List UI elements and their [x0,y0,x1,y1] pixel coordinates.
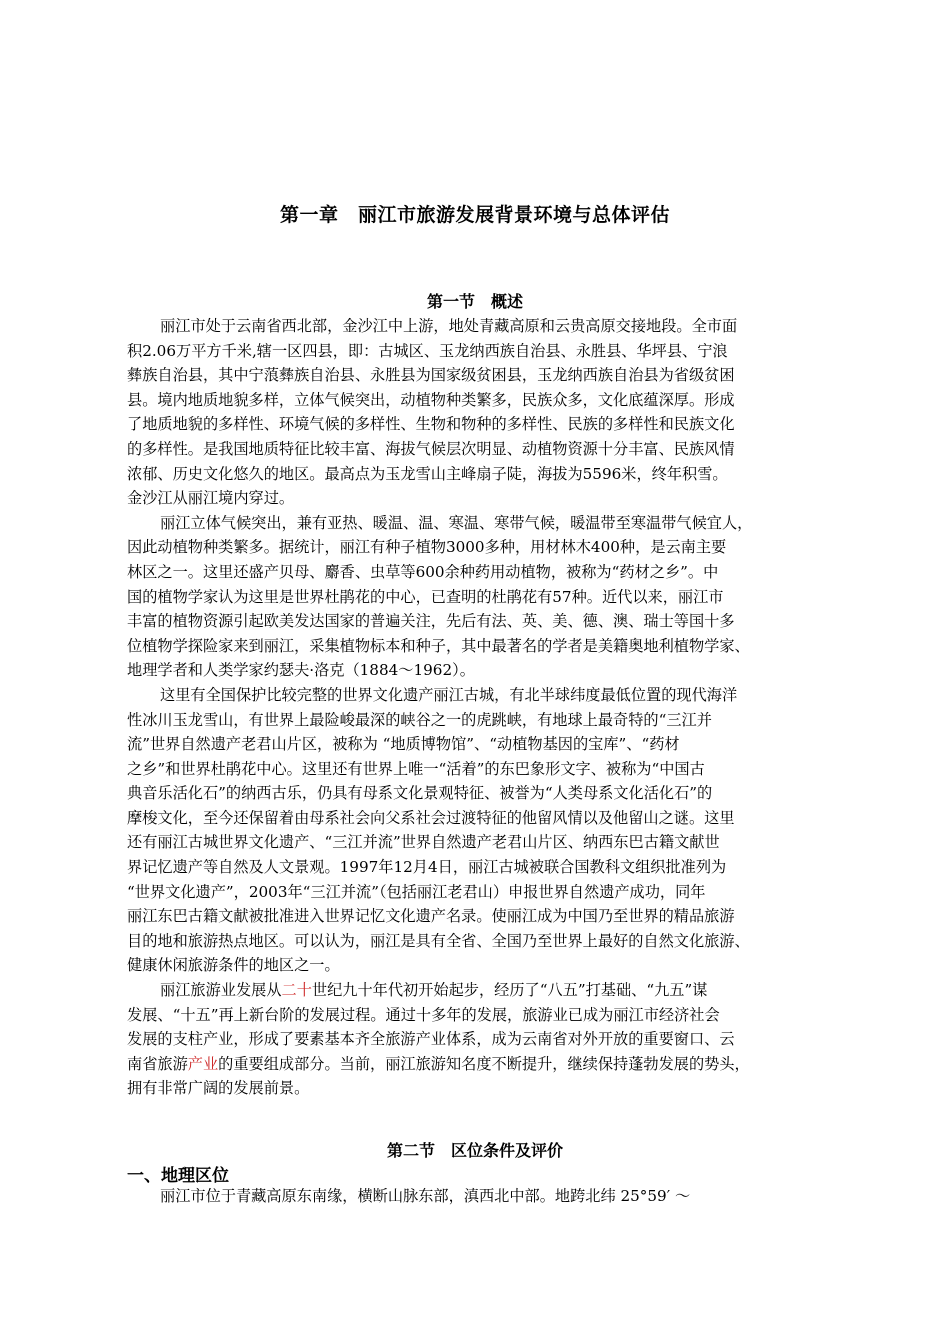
text-line: 国的植物学家认为这里是世界杜鹃花的中心，已查明的杜鹃花有57种。近代以来，丽江市 [127,587,724,606]
text-line: 丽江东巴古籍文献被批准进入世界记忆文化遗产名录。使丽江成为中国乃至世界的精品旅游 [127,907,735,926]
text-line: 积2.06万平方千米,辖一区四县，即：古城区、玉龙纳西族自治县、永胜县、华坪县、宁浪 [127,341,728,360]
text-line: 的多样性。是我国地质特征比较丰富、海拔气候层次明显、动植物资源十分丰富、民族风情 [127,439,735,458]
text-line: 这里有全国保护比较完整的世界文化遗产丽江古城，有北半球纬度最低位置的现代海洋 [160,685,738,704]
text-line: 丽江立体气候突出，兼有亚热、暖温、温、寒温、寒带气候，暖温带至寒温带气候宜人， [160,513,753,532]
text-line: 拥有非常广阔的发展前景。 [127,1079,310,1098]
text-line: 林区之一。这里还盛产贝母、麝香、虫草等600余种药用动植物，被称为“药材之乡”。中 [127,562,719,581]
text-line: 健康休闲旅游条件的地区之一。 [127,956,340,975]
text-line: 摩梭文化，至今还保留着由母系社会向父系社会过渡特征的他留风情以及他留山之谜。这里 [127,808,735,827]
text-line: 丽江市位于青藏高原东南缘，横断山脉东部，滇西北中部。地跨北纬 25°59′ ～ [160,1187,691,1205]
text-run: 的重要组成部分。当前，丽江旅游知名度不断提升，继续保持蓬勃发展的势头， [218,1054,750,1073]
text-line: 因此动植物种类繁多。据统计，丽江有种子植物3000多种，用材林木400种，是云南主要 [127,538,727,557]
text-line: 丽江市处于云南省西北部，金沙江中上游，地处青藏高原和云贵高原交接地段。全市面 [160,317,738,335]
text-line: 发展、“十五”再上新台阶的发展过程。通过十多年的发展，旅游业已成为丽江市经济社会 [127,1005,720,1024]
text-run: 丽江旅游业发展从 [160,981,282,1000]
text-line: 目的地和旅游热点地区。可以认为，丽江是具有全省、全国乃至世界上最好的自然文化旅游、 [127,931,750,950]
section1-body [127,314,847,1101]
subheading-geographic-location: 一、地理区位 [127,1166,229,1186]
text-line: 了地质地貌的多样性、环境气候的多样性、生物和物种的多样性、民族的多样性和民族文化 [127,415,735,434]
text-run: 世纪九十年代初开始起步，经历了“八五”打基础、“九五”谋 [311,981,708,1000]
text-line: 浓郁、历史文化悠久的地区。最高点为玉龙雪山主峰扇子陡，海拔为5596米，终年积雪。 [127,464,728,483]
highlighted-text: 产业 [187,1054,219,1073]
text-line: 性冰川玉龙雪山，有世界上最险峻最深的峡谷之一的虎跳峡，有地球上最奇特的“三江并 [127,710,712,729]
text-line: 县。境内地质地貌多样，立体气候突出，动植物种类繁多，民族众多，文化底蕴深厚。形成 [127,390,735,409]
text-line: “世界文化遗产”，2003年“三江并流”（包括丽江老君山）申报世界自然遗产成功，同年 [127,882,706,901]
text-line: 还有丽江古城世界文化遗产、“三江并流”世界自然遗产老君山片区、纳西东巴古籍文献世 [127,833,720,852]
text-line: 彝族自治县，其中宁蒗彝族自治县、永胜县为国家级贫困县，玉龙纳西族自治县为省级贫困 [127,366,735,385]
text-line: 界记忆遗产等自然及人文景观。1997年12月4日，丽江古城被联合国教科文组织批准列为 [127,858,727,877]
chapter-title: 第一章 丽江市旅游发展背景环境与总体评估 [279,204,670,226]
text-line: 金沙江从丽江境内穿过。 [127,489,295,508]
section-title-location: 第二节 区位条件及评价 [386,1141,563,1160]
text-line: 地理学者和人类学家约瑟夫·洛克（1884～1962）。 [127,661,475,680]
highlighted-text: 二十 [281,981,312,1000]
text-run: 南省旅游 [127,1054,188,1073]
section-title-overview: 第一节 概述 [426,292,523,311]
section2-body [127,1184,847,1209]
text-line [127,1052,847,1077]
text-line: 位植物学探险家来到丽江，采集植物标本和种子，其中最著名的学者是美籍奥地利植物学家、 [127,636,750,655]
text-line: 之乡”和世界杜鹃花中心。这里还有世界上唯一“活着”的东巴象形文字、被称为“中国古 [127,759,705,778]
text-line: 典音乐活化石”的纳西古乐，仍具有母系文化景观特征、被誉为“人类母系文化活化石”的 [127,784,713,803]
text-line [127,978,847,1003]
text-line: 流”世界自然遗产老君山片区，被称为 “地质博物馆”、“动植物基因的宝库”、“药材 [127,735,680,754]
text-line: 发展的支柱产业，形成了要素基本齐全旅游产业体系，成为云南省对外开放的重要窗口、云 [127,1030,735,1049]
text-line: 丰富的植物资源引起欧美发达国家的普遍关注，先后有法、英、美、德、澳、瑞士等国十多 [127,612,735,631]
